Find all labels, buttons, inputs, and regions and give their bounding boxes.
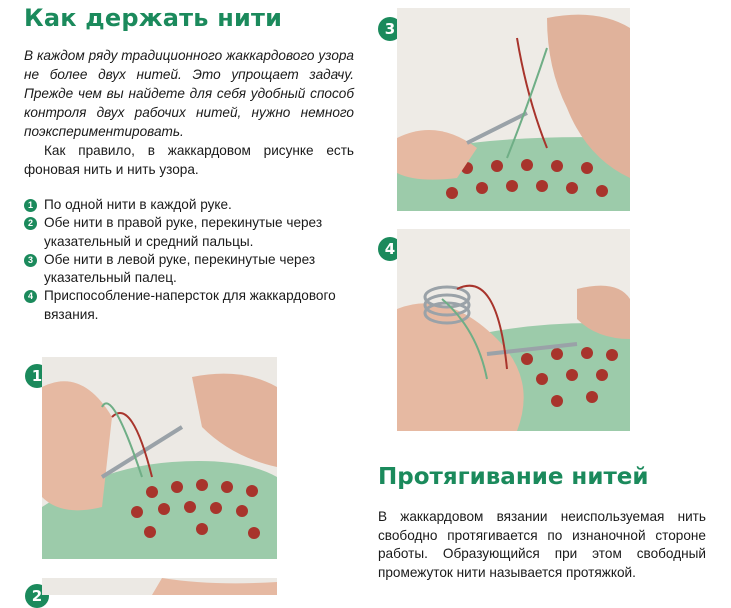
intro-italic: В каждом ряду традиционного жаккардового узора не более двух нитей. Это упрощает задачу. Прежде чем вы найдете для себя удобный способ контроля двух рабочих нитей, нужно немного поэкспериментировать. xyxy=(24,48,354,139)
page-title: Как держать нити xyxy=(24,4,283,32)
knitting-photo-3 xyxy=(397,8,630,211)
photo-2-badge: 2 xyxy=(25,584,49,608)
method-number: 3 xyxy=(24,254,37,267)
method-text: Приспособление-наперсток для жаккардового вязания. xyxy=(44,288,336,322)
method-text: Обе нити в левой руке, перекинутые через указательный палец. xyxy=(44,251,316,286)
method-text: Обе нити в правой руке, перекинутые через указательный и средний пальцы. xyxy=(44,215,323,249)
photo-1-badge: 1 xyxy=(25,364,49,388)
method-item xyxy=(24,251,354,288)
photo-4 xyxy=(397,229,630,431)
photo-4-badge: 4 xyxy=(378,237,402,261)
knitting-photo-1 xyxy=(42,357,277,559)
photo-3-badge: 3 xyxy=(378,17,402,41)
photo-2 xyxy=(42,578,277,595)
intro-paragraph: Как правило, в жаккардовом рисунке есть фоновая нить и нить узора. xyxy=(24,143,354,177)
method-number: 1 xyxy=(24,199,37,212)
methods-list xyxy=(24,196,354,324)
knitting-photo-2 xyxy=(42,578,277,595)
photo-3 xyxy=(397,8,630,211)
method-number: 4 xyxy=(24,290,37,303)
photo-1 xyxy=(42,357,277,559)
method-item xyxy=(24,196,354,214)
method-item xyxy=(24,287,354,324)
method-text: По одной нити в каждой руке. xyxy=(44,197,232,212)
knitting-photo-4 xyxy=(397,229,630,431)
method-number: 2 xyxy=(24,217,37,230)
method-item xyxy=(24,214,354,251)
section-title: Протягивание нитей xyxy=(378,464,649,490)
section-text: В жаккардовом вязании неиспользуемая нить свободно протягивается по изнаночной стороне работы. Образующийся при этом свободный промежуток нити называется протяжкой. xyxy=(378,509,706,580)
